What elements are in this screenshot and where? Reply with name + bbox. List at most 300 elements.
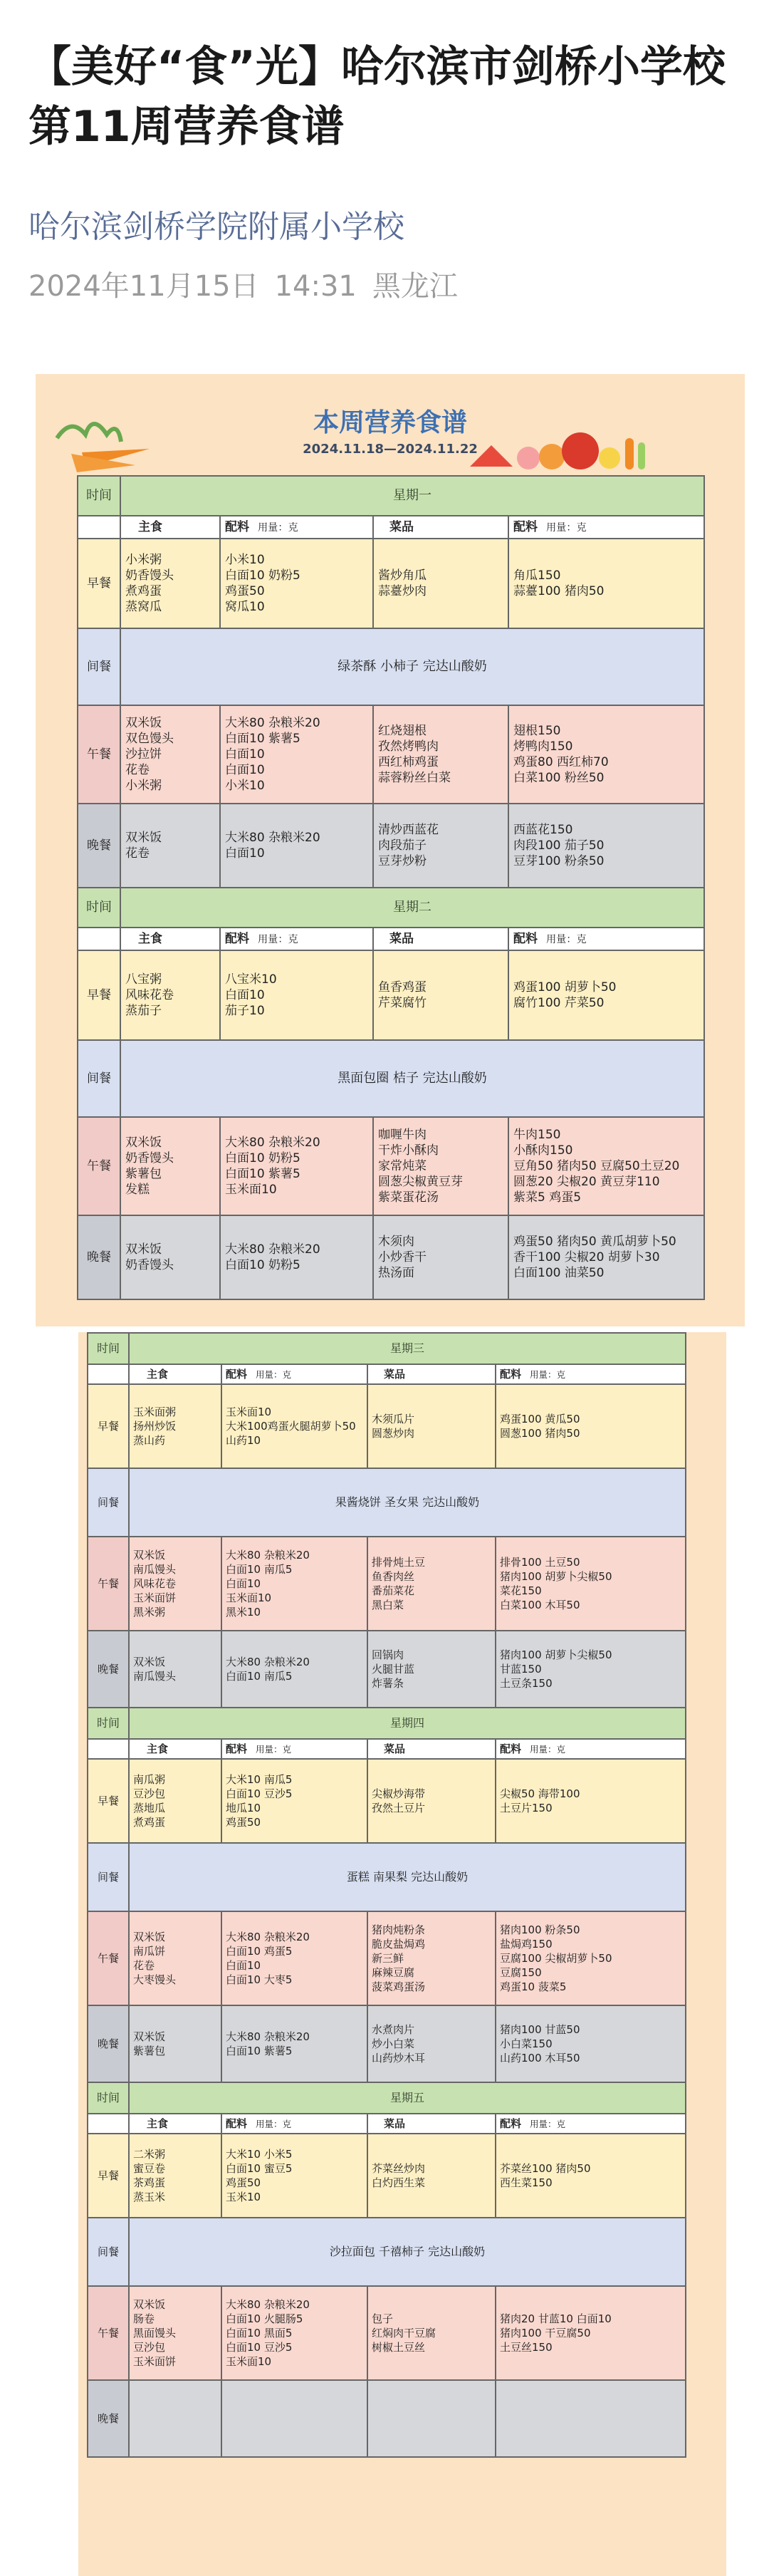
breakfast-label: 早餐 bbox=[88, 1384, 129, 1468]
staple-ingredients-cell-line: 白面10 南瓜5 bbox=[226, 1563, 293, 1576]
staple-header: 主食 bbox=[129, 1739, 221, 1759]
ingredients-header bbox=[496, 1364, 686, 1384]
dish-header-label: 菜品 bbox=[384, 1743, 406, 1755]
dish-cell-line: 树椒土豆丝 bbox=[372, 2341, 426, 2354]
staple-cell-line: 双米饭 bbox=[125, 831, 162, 845]
publish-date: 2024年11月15日 bbox=[28, 270, 259, 303]
snack-items: 黑面包圈 桔子 完达山酸奶 bbox=[120, 1040, 704, 1117]
staple-header: 主食 bbox=[129, 2114, 221, 2134]
dish-ingredients-cell bbox=[508, 1117, 704, 1215]
day-name: 星期五 bbox=[129, 2082, 686, 2114]
lunch-label: 午餐 bbox=[88, 1537, 129, 1631]
staple-cell bbox=[129, 2286, 221, 2380]
publish-time: 14:31 bbox=[274, 270, 357, 303]
dish-ingredients-cell-line: 猪肉100 干豆腐50 bbox=[500, 2327, 591, 2339]
dish-ingredients-cell-line: 土豆条150 bbox=[500, 1677, 553, 1690]
snack-items: 沙拉面包 千禧柿子 完达山酸奶 bbox=[129, 2218, 686, 2286]
dish-ingredients-cell bbox=[496, 2286, 686, 2380]
breakfast-label: 早餐 bbox=[88, 2134, 129, 2218]
publish-region: 黑龙江 bbox=[372, 270, 458, 303]
amount-unit: 用量：克 bbox=[530, 2118, 566, 2129]
dish-cell-line: 小炒香干 bbox=[378, 1250, 427, 1264]
dish-cell-line: 家常炖菜 bbox=[378, 1159, 427, 1173]
dish-ingredients-cell-line: 尖椒50 海带100 bbox=[500, 1787, 580, 1800]
empty-corner bbox=[78, 928, 120, 950]
staple-cell-line: 蒸玉米 bbox=[133, 2191, 166, 2203]
staple-cell-line: 奶香馒头 bbox=[125, 1258, 174, 1272]
time-label: 时间 bbox=[88, 1708, 129, 1739]
dish-ingredients-cell-line: 猪肉100 胡萝卜尖椒50 bbox=[500, 1570, 612, 1583]
empty-corner bbox=[88, 1364, 129, 1384]
menu-table-1 bbox=[77, 475, 705, 1300]
staple-ingredients-cell bbox=[221, 2286, 367, 2380]
dish-ingredients-cell-line: 肉段100 茄子50 bbox=[513, 838, 605, 853]
staple-ingredients-cell-line: 鸡蛋50 bbox=[226, 2176, 261, 2189]
day-header-row bbox=[88, 1708, 686, 1739]
menu-image-2 bbox=[78, 1332, 726, 2576]
lunch-row bbox=[78, 1117, 704, 1215]
dish-ingredients-cell-line: 紫菜5 鸡蛋5 bbox=[513, 1190, 582, 1205]
staple-ingredients-cell-line: 白面10 bbox=[225, 988, 265, 1002]
staple-ingredients-cell bbox=[220, 1215, 373, 1299]
lunch-row bbox=[88, 2286, 686, 2380]
staple-ingredients-cell-line: 大米80 杂粮米20 bbox=[225, 831, 320, 845]
poster-title: 本周营养食谱 bbox=[313, 408, 467, 437]
dish-ingredients-cell-line: 鸡蛋10 菠菜5 bbox=[500, 1980, 567, 1993]
dish-cell-line: 红烧翅根 bbox=[378, 724, 427, 738]
ingredients-header-label: 配料 bbox=[226, 2117, 248, 2130]
staple-cell-line: 煮鸡蛋 bbox=[133, 1816, 166, 1829]
breakfast-label: 早餐 bbox=[88, 1759, 129, 1843]
staple-cell-line: 双米饭 bbox=[133, 1549, 166, 1562]
dish-ingredients-cell-line: 土豆丝150 bbox=[500, 2341, 553, 2354]
staple-ingredients-cell bbox=[221, 1537, 367, 1631]
staple-cell-line: 风味花卷 bbox=[133, 1577, 177, 1590]
dish-ingredients-cell bbox=[508, 1215, 704, 1299]
staple-ingredients-cell-line: 小米10 bbox=[225, 553, 265, 567]
staple-cell-line: 发糕 bbox=[125, 1183, 150, 1197]
dinner-row bbox=[88, 2005, 686, 2082]
dish-cell-line: 红焖肉干豆腐 bbox=[372, 2327, 436, 2339]
snack-label: 间餐 bbox=[88, 1468, 129, 1537]
staple-ingredients-cell-line: 白面10 黑面5 bbox=[226, 2327, 293, 2339]
dish-ingredients-cell bbox=[508, 950, 704, 1040]
dish-cell-line: 鱼香鸡蛋 bbox=[378, 980, 427, 994]
staple-cell-line: 蜜豆卷 bbox=[133, 2162, 166, 2175]
dish-header-label: 菜品 bbox=[389, 932, 414, 946]
menu-table-2 bbox=[87, 1332, 686, 2458]
staple-cell-line: 肠卷 bbox=[133, 2312, 155, 2325]
staple-ingredients-cell-line: 白面10 豆沙5 bbox=[226, 2341, 293, 2354]
dish-cell-line: 包子 bbox=[372, 2312, 394, 2325]
lunch-label: 午餐 bbox=[88, 2286, 129, 2380]
staple-cell-line: 双米饭 bbox=[125, 716, 162, 730]
ingredients-header-label: 配料 bbox=[225, 931, 249, 946]
staple-cell-line: 花卷 bbox=[125, 763, 150, 777]
staple-cell-line: 南瓜饼 bbox=[133, 1945, 166, 1958]
staple-ingredients-cell bbox=[220, 1117, 373, 1215]
ingredients-header-label: 配料 bbox=[225, 519, 249, 534]
amount-unit: 用量：克 bbox=[546, 521, 587, 534]
staple-cell-line: 蒸山药 bbox=[133, 1434, 166, 1447]
amount-unit: 用量：克 bbox=[530, 1743, 566, 1755]
dish-cell-line: 圆葱尖椒黄豆芽 bbox=[378, 1175, 463, 1189]
staple-ingredients-cell-line: 八宝米10 bbox=[225, 972, 277, 987]
staple-ingredients-cell-line: 大米80 杂粮米20 bbox=[226, 1549, 310, 1562]
staple-ingredients-cell-line: 大米80 杂粮米20 bbox=[226, 2030, 310, 2043]
staple-cell-line: 双米饭 bbox=[133, 2298, 166, 2311]
staple-header: 主食 bbox=[129, 1364, 221, 1384]
ingredients-header bbox=[220, 516, 373, 539]
empty-corner bbox=[88, 1739, 129, 1759]
amount-unit: 用量：克 bbox=[256, 1368, 292, 1380]
staple-ingredients-cell-line: 白面10 鸡蛋5 bbox=[226, 1945, 293, 1958]
dish-cell-line: 孜然土豆片 bbox=[372, 1802, 426, 1814]
dish-cell-line: 脆皮盐焗鸡 bbox=[372, 1938, 426, 1951]
ingredients-header bbox=[221, 2114, 367, 2134]
amount-unit: 用量：克 bbox=[256, 1743, 292, 1755]
snack-row bbox=[88, 2218, 686, 2286]
dish-header-label: 菜品 bbox=[384, 2117, 406, 2130]
dish-cell-line: 尖椒炒海带 bbox=[372, 1787, 426, 1800]
dish-header bbox=[373, 516, 508, 539]
dish-header bbox=[373, 928, 508, 950]
snack-label: 间餐 bbox=[78, 1040, 120, 1117]
dish-cell bbox=[367, 2380, 496, 2457]
staple-ingredients-cell-line: 大米80 杂粮米20 bbox=[226, 2298, 310, 2311]
dish-cell-line: 豆芽炒粉 bbox=[378, 854, 427, 868]
dish-cell-line: 猪肉炖粉条 bbox=[372, 1923, 426, 1936]
staple-cell-line: 南瓜粥 bbox=[133, 1773, 166, 1786]
article-title: 【美好“食”光】哈尔滨市剑桥小学校第11周营养食谱 bbox=[28, 42, 726, 152]
breakfast-row bbox=[78, 539, 704, 628]
dish-cell bbox=[373, 539, 508, 628]
staple-ingredients-cell-line: 白面10 蜜豆5 bbox=[226, 2162, 293, 2175]
staple-cell-line: 南瓜馒头 bbox=[133, 1563, 177, 1576]
snack-row bbox=[78, 628, 704, 705]
time-label: 时间 bbox=[78, 888, 120, 928]
staple-cell bbox=[129, 1384, 221, 1468]
staple-cell bbox=[129, 2134, 221, 2218]
lunch-row bbox=[78, 705, 704, 804]
staple-cell-line: 花卷 bbox=[133, 1959, 155, 1972]
dish-cell-line: 番茄菜花 bbox=[372, 1584, 415, 1597]
staple-ingredients-cell-line: 白面10 bbox=[226, 1577, 261, 1590]
dish-ingredients-cell-line: 芥菜丝100 猪肉50 bbox=[500, 2162, 591, 2175]
staple-cell-line: 豆沙包 bbox=[133, 2341, 166, 2354]
amount-unit: 用量：克 bbox=[258, 521, 298, 534]
lunch-row bbox=[88, 1911, 686, 2005]
amount-unit: 用量：克 bbox=[546, 933, 587, 945]
staple-ingredients-cell-line: 山药10 bbox=[226, 1434, 261, 1447]
dish-cell-line: 芹菜腐竹 bbox=[378, 996, 427, 1010]
dish-cell bbox=[373, 950, 508, 1040]
dinner-row bbox=[88, 1631, 686, 1708]
ingredients-header-label: 配料 bbox=[500, 2117, 522, 2130]
snack-row bbox=[88, 1843, 686, 1911]
staple-cell-line: 玉米面饼 bbox=[133, 2355, 177, 2368]
staple-ingredients-cell-line: 玉米10 bbox=[226, 2191, 261, 2203]
staple-cell-line: 双米饭 bbox=[133, 1931, 166, 1943]
staple-cell bbox=[120, 539, 220, 628]
day-name: 星期一 bbox=[120, 476, 704, 516]
ingredients-header bbox=[496, 1739, 686, 1759]
time-label: 时间 bbox=[78, 476, 120, 516]
snack-label: 间餐 bbox=[78, 628, 120, 705]
dish-cell-line: 炒小白菜 bbox=[372, 2037, 415, 2050]
staple-ingredients-cell-line: 大米10 小米5 bbox=[226, 2148, 293, 2161]
ingredients-header-label: 配料 bbox=[226, 1367, 248, 1381]
snack-row bbox=[78, 1040, 704, 1117]
staple-cell-line: 蒸茄子 bbox=[125, 1004, 162, 1018]
staple-ingredients-cell bbox=[221, 1911, 367, 2005]
empty-corner bbox=[88, 2114, 129, 2134]
staple-cell-line: 小米粥 bbox=[125, 553, 162, 567]
snack-row bbox=[88, 1468, 686, 1537]
breakfast-row bbox=[78, 950, 704, 1040]
breakfast-row bbox=[88, 1759, 686, 1843]
lunch-label: 午餐 bbox=[78, 705, 120, 804]
staple-cell-line: 黑面馒头 bbox=[133, 2327, 177, 2339]
vegetables-decoration-icon bbox=[463, 417, 655, 474]
dish-header-label: 菜品 bbox=[389, 520, 414, 534]
staple-ingredients-cell bbox=[221, 1384, 367, 1468]
staple-ingredients-cell-line: 小米10 bbox=[225, 779, 265, 793]
staple-cell-line: 紫薯包 bbox=[133, 2045, 166, 2057]
dish-ingredients-cell-line: 香干100 尖椒20 胡萝卜30 bbox=[513, 1250, 660, 1264]
ingredients-header-label: 配料 bbox=[513, 931, 538, 946]
dish-cell-line: 西红柿鸡蛋 bbox=[378, 755, 439, 769]
dish-ingredients-cell-line: 西蓝花150 bbox=[513, 823, 573, 837]
staple-ingredients-cell-line: 白面10 火腿肠5 bbox=[226, 2312, 303, 2325]
staple-cell-line: 蒸窝瓜 bbox=[125, 600, 162, 614]
snack-items: 绿茶酥 小柿子 完达山酸奶 bbox=[120, 628, 704, 705]
staple-cell-line: 黑米粥 bbox=[133, 1606, 166, 1619]
dish-cell-line: 芥菜丝炒肉 bbox=[372, 2162, 426, 2175]
staple-cell-line: 扬州炒饭 bbox=[133, 1420, 177, 1433]
column-header-row bbox=[88, 2114, 686, 2134]
column-header-row bbox=[88, 1364, 686, 1384]
ingredients-header-label: 配料 bbox=[513, 519, 538, 534]
dish-ingredients-cell-line: 山药100 木耳50 bbox=[500, 2052, 580, 2065]
dish-cell bbox=[367, 1911, 496, 2005]
dish-cell-line: 炸薯条 bbox=[372, 1677, 404, 1690]
dish-cell bbox=[367, 2286, 496, 2380]
staple-ingredients-cell-line: 大米100鸡蛋火腿胡萝卜50 bbox=[226, 1420, 356, 1433]
staple-cell-line: 八宝粥 bbox=[125, 972, 162, 987]
staple-cell-line: 玉米面饼 bbox=[133, 1591, 177, 1604]
staple-cell bbox=[120, 1117, 220, 1215]
dish-cell bbox=[367, 1631, 496, 1708]
staple-cell bbox=[129, 2380, 221, 2457]
staple-cell bbox=[129, 1911, 221, 2005]
staple-ingredients-cell-line: 白面10 奶粉5 bbox=[225, 568, 300, 583]
dish-cell-line: 孜然烤鸭肉 bbox=[378, 739, 439, 754]
breakfast-label: 早餐 bbox=[78, 539, 120, 628]
dish-ingredients-cell-line: 猪肉100 甘蓝50 bbox=[500, 2023, 580, 2036]
day-header-row bbox=[78, 476, 704, 516]
dish-ingredients-cell-line: 角瓜150 bbox=[513, 568, 561, 583]
staple-cell-line: 双米饭 bbox=[133, 1656, 166, 1668]
dish-cell bbox=[373, 705, 508, 804]
staple-ingredients-cell-line: 玉米面10 bbox=[225, 1183, 277, 1197]
column-header-row bbox=[88, 1739, 686, 1759]
dish-ingredients-cell-line: 翅根150 bbox=[513, 724, 561, 738]
dish-ingredients-cell bbox=[496, 1911, 686, 2005]
staple-cell bbox=[129, 2005, 221, 2082]
staple-cell-line: 茶鸡蛋 bbox=[133, 2176, 166, 2189]
dish-cell-line: 鱼香肉丝 bbox=[372, 1570, 415, 1583]
dish-cell-line: 排骨炖土豆 bbox=[372, 1556, 426, 1569]
dish-ingredients-cell-line: 烤鸭肉150 bbox=[513, 739, 573, 754]
dish-header bbox=[367, 1739, 496, 1759]
staple-cell bbox=[120, 705, 220, 804]
dish-ingredients-cell bbox=[496, 2380, 686, 2457]
staple-cell bbox=[120, 1215, 220, 1299]
column-header-row bbox=[78, 928, 704, 950]
dish-ingredients-cell-line: 排骨100 土豆50 bbox=[500, 1556, 580, 1569]
ingredients-header bbox=[220, 928, 373, 950]
staple-cell bbox=[120, 950, 220, 1040]
dish-ingredients-cell bbox=[508, 705, 704, 804]
dish-cell-line: 回锅肉 bbox=[372, 1648, 404, 1661]
dish-header bbox=[367, 2114, 496, 2134]
dish-ingredients-cell-line: 圆葱100 猪肉50 bbox=[500, 1427, 580, 1440]
staple-cell-line: 煮鸡蛋 bbox=[125, 584, 162, 598]
ingredients-header bbox=[508, 928, 704, 950]
day-name: 星期三 bbox=[129, 1333, 686, 1364]
snack-items: 蛋糕 南果梨 完达山酸奶 bbox=[129, 1843, 686, 1911]
dish-cell-line: 木须瓜片 bbox=[372, 1413, 415, 1425]
staple-ingredients-cell-line: 鸡蛋50 bbox=[225, 584, 265, 598]
dish-ingredients-cell-line: 牛肉150 bbox=[513, 1128, 561, 1142]
dish-cell-line: 山药炒木耳 bbox=[372, 2052, 426, 2065]
staple-ingredients-cell-line: 白面10 bbox=[225, 747, 265, 762]
dish-cell bbox=[367, 2134, 496, 2218]
amount-unit: 用量：克 bbox=[530, 1368, 566, 1380]
dish-cell-line: 新三鲜 bbox=[372, 1952, 404, 1965]
dish-cell bbox=[367, 1384, 496, 1468]
staple-cell-line: 奶香馒头 bbox=[125, 1151, 174, 1165]
staple-cell-line: 双色馒头 bbox=[125, 732, 174, 746]
dinner-label: 晚餐 bbox=[88, 1631, 129, 1708]
staple-ingredients-cell-line: 玉米面10 bbox=[226, 1406, 272, 1418]
staple-ingredients-cell-line: 茄子10 bbox=[225, 1004, 265, 1018]
staple-ingredients-cell bbox=[221, 1631, 367, 1708]
dish-cell-line: 白灼西生菜 bbox=[372, 2176, 426, 2189]
article-meta bbox=[28, 264, 474, 304]
staple-cell bbox=[129, 1537, 221, 1631]
time-label: 时间 bbox=[88, 1333, 129, 1364]
staple-cell bbox=[120, 804, 220, 888]
staple-cell-line: 蒸地瓜 bbox=[133, 1802, 166, 1814]
staple-ingredients-cell-line: 白面10 南瓜5 bbox=[226, 1670, 293, 1683]
breakfast-row bbox=[88, 2134, 686, 2218]
ingredients-header-label: 配料 bbox=[500, 1367, 522, 1381]
staple-ingredients-cell bbox=[220, 705, 373, 804]
column-header-row bbox=[78, 516, 704, 539]
staple-ingredients-cell-line: 大米10 南瓜5 bbox=[226, 1773, 293, 1786]
day-header-row bbox=[88, 2082, 686, 2114]
staple-cell-line: 小米粥 bbox=[125, 779, 162, 793]
dish-cell-line: 水煮肉片 bbox=[372, 2023, 415, 2036]
dish-cell-line: 火腿甘蓝 bbox=[372, 1663, 415, 1676]
dish-cell bbox=[367, 1759, 496, 1843]
staple-ingredients-cell-line: 玉米面10 bbox=[226, 1591, 272, 1604]
lunch-label: 午餐 bbox=[78, 1117, 120, 1215]
dish-cell-line: 麻辣豆腐 bbox=[372, 1966, 415, 1979]
staple-cell-line: 双米饭 bbox=[133, 2030, 166, 2043]
dish-ingredients-cell-line: 猪肉20 甘蓝10 白面10 bbox=[500, 2312, 612, 2325]
dish-ingredients-cell-line: 盐焗鸡150 bbox=[500, 1938, 553, 1951]
staple-cell-line: 风味花卷 bbox=[125, 988, 174, 1002]
dish-ingredients-cell bbox=[496, 1759, 686, 1843]
day-header-row bbox=[88, 1333, 686, 1364]
staple-cell-line: 二米粥 bbox=[133, 2148, 166, 2161]
staple-cell-line: 花卷 bbox=[125, 846, 150, 861]
dish-ingredients-cell-line: 甘蓝150 bbox=[500, 1663, 542, 1676]
dish-cell bbox=[373, 1117, 508, 1215]
ingredients-header bbox=[496, 2114, 686, 2134]
staple-ingredients-cell bbox=[221, 2380, 367, 2457]
amount-unit: 用量：克 bbox=[256, 2118, 292, 2129]
snack-label: 间餐 bbox=[88, 2218, 129, 2286]
staple-ingredients-cell-line: 白面10 奶粉5 bbox=[225, 1258, 300, 1272]
dish-ingredients-cell-line: 鸡蛋80 西红柿70 bbox=[513, 755, 609, 769]
dish-ingredients-cell-line: 菜花150 bbox=[500, 1584, 542, 1597]
staple-ingredients-cell bbox=[221, 1759, 367, 1843]
dish-ingredients-cell bbox=[496, 1384, 686, 1468]
dish-cell-line: 酱炒角瓜 bbox=[378, 568, 427, 583]
dish-ingredients-cell bbox=[508, 804, 704, 888]
amount-unit: 用量：克 bbox=[258, 933, 298, 945]
dish-ingredients-cell-line: 圆葱20 尖椒20 黄豆芽110 bbox=[513, 1175, 660, 1189]
day-name: 星期二 bbox=[120, 888, 704, 928]
dish-ingredients-cell bbox=[496, 1631, 686, 1708]
dish-ingredients-cell bbox=[496, 1537, 686, 1631]
dish-ingredients-cell-line: 蒜薹100 猪肉50 bbox=[513, 584, 605, 598]
dinner-label: 晚餐 bbox=[78, 804, 120, 888]
dish-cell-line: 圆葱炒肉 bbox=[372, 1427, 415, 1440]
snack-label: 间餐 bbox=[88, 1843, 129, 1911]
staple-cell-line: 奶香馒头 bbox=[125, 568, 174, 583]
dish-cell-line: 蒜蓉粉丝白菜 bbox=[378, 771, 451, 785]
dinner-row bbox=[88, 2380, 686, 2457]
staple-ingredients-cell bbox=[220, 539, 373, 628]
dish-ingredients-cell-line: 豆芽100 粉条50 bbox=[513, 854, 605, 868]
staple-cell-line: 豆沙包 bbox=[133, 1787, 166, 1800]
staple-cell-line: 双米饭 bbox=[125, 1136, 162, 1150]
dinner-label: 晚餐 bbox=[88, 2380, 129, 2457]
dish-ingredients-cell-line: 鸡蛋50 猪肉50 黄瓜胡萝卜50 bbox=[513, 1235, 676, 1249]
staple-ingredients-cell-line: 白面10 bbox=[225, 846, 265, 861]
staple-cell-line: 沙拉饼 bbox=[125, 747, 162, 762]
dish-ingredients-cell-line: 白面100 油菜50 bbox=[513, 1266, 605, 1280]
dish-cell-line: 清炒西蓝花 bbox=[378, 823, 439, 837]
staple-ingredients-cell-line: 大米80 杂粮米20 bbox=[225, 1242, 320, 1257]
account-name-link[interactable]: 哈尔滨剑桥学院附属小学校 bbox=[28, 209, 404, 245]
staple-ingredients-cell-line: 鸡蛋50 bbox=[226, 1816, 261, 1829]
staple-header: 主食 bbox=[120, 516, 220, 539]
snack-items: 果酱烧饼 圣女果 完达山酸奶 bbox=[129, 1468, 686, 1537]
staple-ingredients-cell-line: 白面10 奶粉5 bbox=[225, 1151, 300, 1165]
day-header-row bbox=[78, 888, 704, 928]
dish-cell-line: 黑白菜 bbox=[372, 1599, 404, 1611]
staple-ingredients-cell-line: 黑米10 bbox=[226, 1606, 261, 1619]
lunch-row bbox=[88, 1537, 686, 1631]
ingredients-header bbox=[221, 1739, 367, 1759]
staple-cell-line: 玉米面粥 bbox=[133, 1406, 177, 1418]
